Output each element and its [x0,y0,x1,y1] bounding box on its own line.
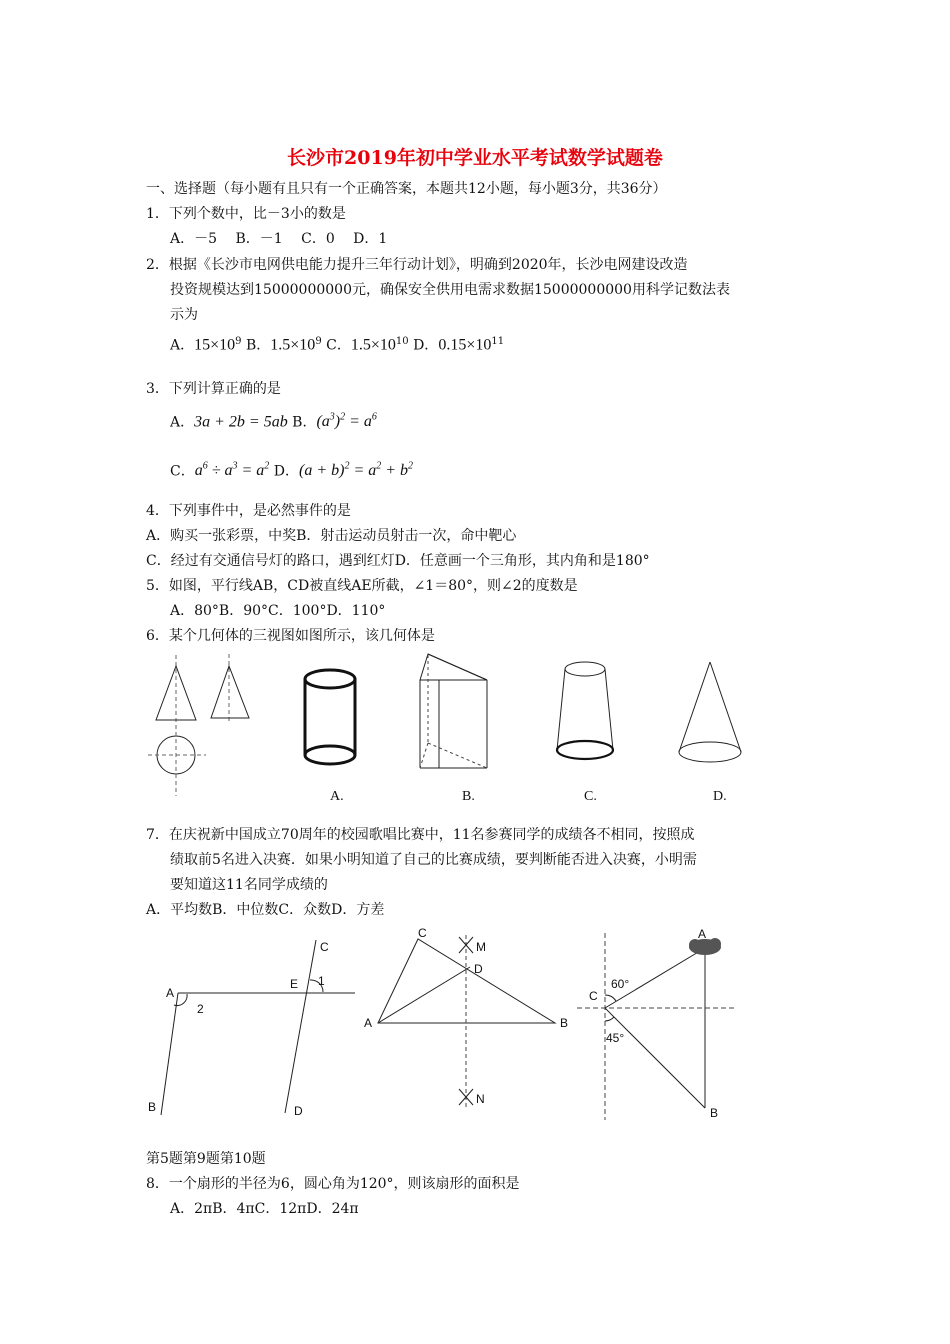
question-7-line-3: 要知道这11名同学成绩的 [170,877,328,893]
point-a-label: A [364,1016,373,1030]
question-4-stem: 4．下列事件中，是必然事件的是 [146,503,351,519]
option-d-cone [672,660,752,770]
question-5-options: A．80°B．90°C．100°D．110° [170,603,386,619]
option-a-math: 3a + 2b = 5ab [194,413,288,431]
option-d-math: $(a + b)^2 = a^2 + b^2$ [298,461,414,480]
question-3-options-cd [170,458,413,480]
option-c-exponent: 10 [395,336,409,347]
option-d-figure-label: D. [713,789,727,804]
question-4-options-cd: C．经过有交通信号灯的路口，遇到红灯D．任意画一个三角形，其内角和是180° [146,553,650,569]
option-b-label: B． [292,414,317,431]
option-b-prism [412,650,502,775]
point-c-label: C [320,940,329,954]
point-m-label: M [476,940,486,954]
option-a-label: A． [170,337,195,354]
option-b-math: 1.5×10 [270,336,316,354]
option-a-cylinder [295,665,375,775]
option-b-exponent: 9 [315,336,322,347]
point-d-label: D [294,1104,303,1118]
option-b-label: B． [245,337,271,354]
question-2-line-1: 2．根据《长沙市电网供电能力提升三年行动计划》，明确到2020年，长沙电网建设改造 [146,257,688,273]
point-a-label: A [698,927,707,941]
question-4-options-ab: A．购买一张彩票，中奖B．射击运动员射击一次，命中靶心 [146,528,517,544]
side-view-figure [205,650,255,730]
option-c-label: C． [170,463,195,480]
option-b-figure-label: B. [462,789,475,804]
question-3-options-ab [170,409,377,431]
point-n-label: N [476,1092,485,1106]
question-8-stem: 8．一个扇形的半径为6，圆心角为120°，则该扇形的面积是 [146,1176,520,1192]
figure-q5-parallel-lines [140,935,360,1125]
option-c-figure-label: C. [584,789,597,804]
point-c-label: C [418,926,427,940]
question-7-line-2: 绩取前5名进入决赛．如果小明知道了自己的比赛成绩，要判断能否进入决赛，小明需 [170,852,697,868]
option-c-frustum [550,660,630,770]
option-c-math: $a^6 \div a^3 = a^2$ [194,461,270,480]
section-heading: 一、选择题（每小题有且只有一个正确答案，本题共12小题，每小题3分，共36分） [146,181,667,197]
option-d-math: 0.15×10 [438,336,492,354]
option-c-math: 1.5×10 [350,336,396,354]
angle-45-label: 45° [606,1031,625,1045]
option-d-label: D． [273,463,299,480]
option-d-label: D． [413,337,439,354]
figure-caption: 第5题第9题第10题 [146,1151,266,1167]
point-c-label: C [589,989,598,1003]
question-8-options: A．2πB．4πC．12πD．24π [170,1201,359,1217]
question-2-line-3: 示为 [170,307,198,323]
question-2-line-2: 投资规模达到15000000000元，确保安全供用电需求数据15000000000用科学记数法表 [170,282,730,298]
option-a-label: A． [170,414,195,431]
point-b-label: B [148,1100,157,1114]
question-1-options: A．－5 B．－1 C．0 D．1 [170,231,388,247]
option-a-exponent: 9 [235,336,242,347]
angle-2-label: 2 [197,1002,204,1016]
question-7-line-1: 7．在庆祝新中国成立70周年的校园歌唱比赛中，11名参赛同学的成绩各不相同，按照成 [146,827,695,843]
figure-q9-triangle [360,925,580,1115]
figure-q10-bearing [575,925,745,1125]
angle-1-label: 1 [318,974,325,988]
question-3-stem: 3．下列计算正确的是 [146,381,281,397]
point-b-label: B [710,1106,719,1120]
option-c-label: C． [326,337,351,354]
point-e-label: E [290,977,299,991]
question-6-stem: 6．某个几何体的三视图如图所示，该几何体是 [146,628,435,644]
question-7-options: A．平均数B．中位数C．众数D．方差 [146,902,385,918]
option-a-figure-label: A. [330,789,344,804]
point-d-label: D [474,962,483,976]
option-a-math: 15×10 [194,336,236,354]
question-1-stem: 1．下列个数中，比－3小的数是 [146,206,346,222]
page-title: 长沙市2019年初中学业水平考试数学试题卷 [287,147,663,169]
point-a-label: A [166,986,175,1000]
option-b-math: $(a^3)^2 = a^6$ [316,412,377,431]
option-d-exponent: 11 [491,336,505,347]
angle-60-label: 60° [611,977,630,991]
question-5-stem: 5．如图，平行线AB，CD被直线AE所截，∠1＝80°，则∠2的度数是 [146,578,578,594]
point-b-label: B [560,1016,569,1030]
question-2-options [170,333,504,355]
